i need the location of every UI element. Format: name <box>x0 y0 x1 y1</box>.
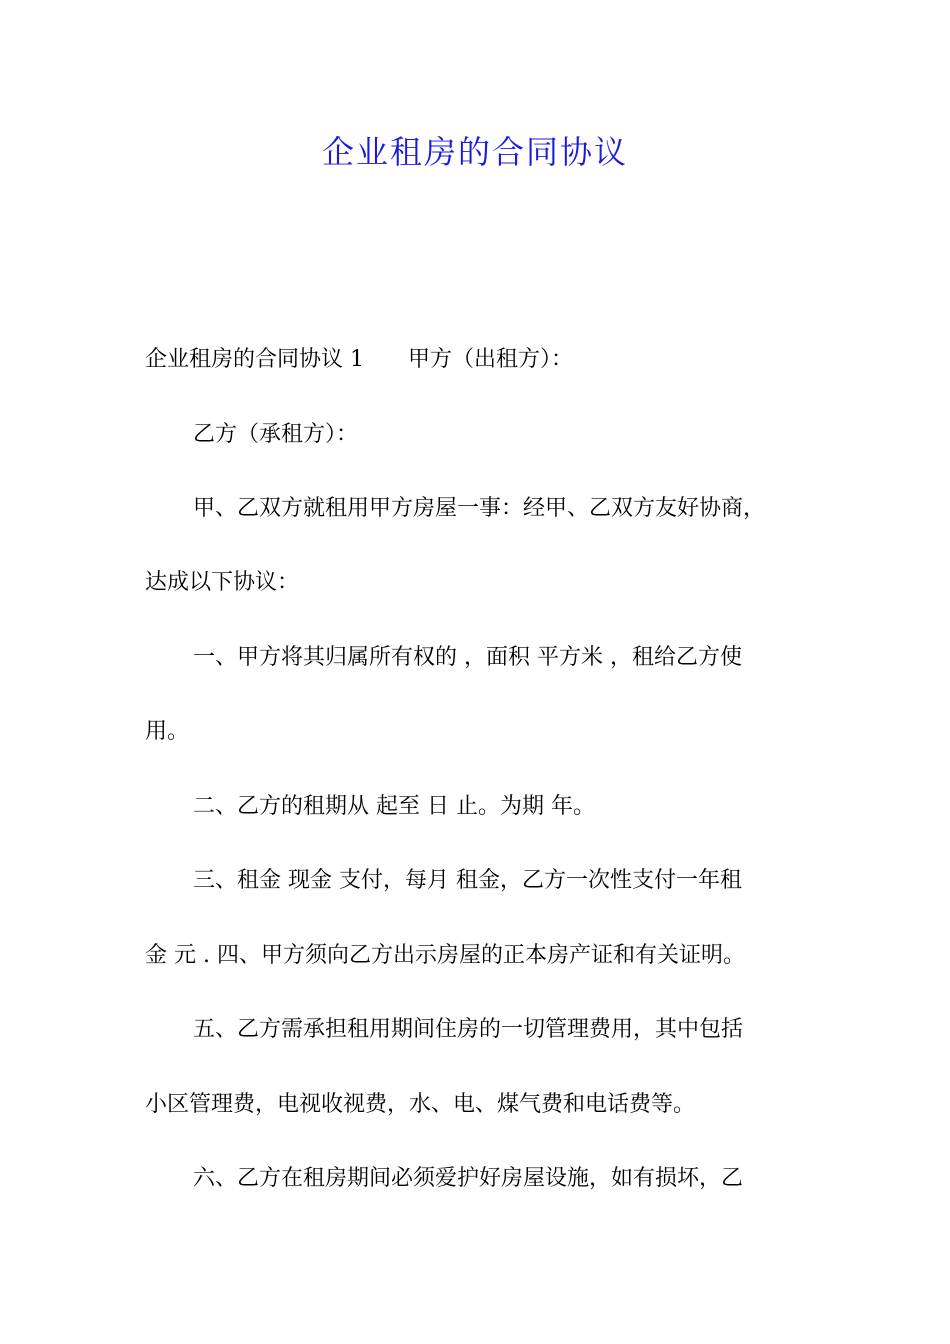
clause-3-line-1: 三、租金 现金 支付，每月 租金，乙方一次性支付一年租 <box>193 868 742 893</box>
clause-2-line: 二、乙方的租期从 起至 日 止。为期 年。 <box>193 794 595 819</box>
clause-1-line-2: 用。 <box>145 719 190 744</box>
clause-6-line-1: 六、乙方在租房期间必须爱护好房屋设施，如有损坏，乙 <box>193 1166 744 1191</box>
preamble-line-1: 甲、乙双方就租用甲方房屋一事：经甲、乙双方友好协商， <box>193 496 766 521</box>
preamble-line-2: 达成以下协议： <box>145 570 300 595</box>
document-title: 企业租房的合同协议 <box>321 133 628 171</box>
clause-1-line-1: 一、甲方将其归属所有权的 ，面积 平方米 ，租给乙方使 <box>193 645 742 670</box>
party-b-line: 乙方（承租方）： <box>193 422 359 447</box>
contract-heading-line: 企业租房的合同协议 1 甲方（出租方）： <box>145 347 573 372</box>
clause-3-line-2: 金 元 . 四、甲方须向乙方出示房屋的正本房产证和有关证明。 <box>145 943 745 968</box>
clause-5-line-2: 小区管理费，电视收视费，水、电、煤气费和电话费等。 <box>145 1092 696 1117</box>
clause-5-line-1: 五、乙方需承担租用期间住房的一切管理费用，其中包括 <box>193 1017 744 1042</box>
